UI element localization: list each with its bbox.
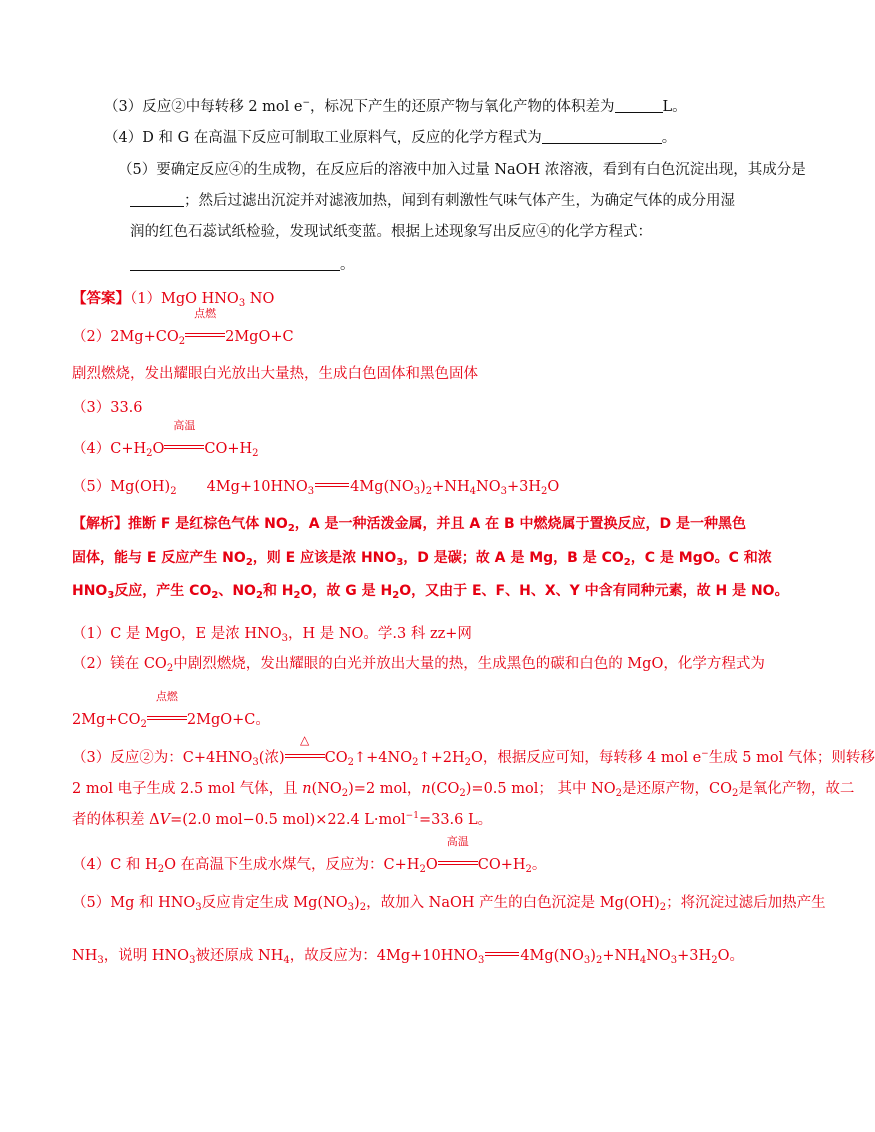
question-5-line-1: （5）要确定反应④的生成物，在反应后的溶液中加入过量 NaOH 浓溶液，看到有白色沉淀出现，其成分是: [118, 162, 806, 178]
answer-label: 【答案】: [72, 290, 130, 307]
analysis-line-2: 固体，能与 E 反应产生 $NO_2$，则 E 应该是浓 $HNO_3$，D 是碳；故 A 是 Mg，B 是 $CO_2$，C 是 MgO。C 和浓: [72, 550, 772, 568]
reaction-condition-high-temp: 高温: [438, 855, 478, 875]
answer-blank: [615, 98, 663, 113]
answer-blank: [130, 256, 340, 271]
answer-blank: [130, 192, 184, 207]
reaction-condition-high-temp: 高温: [164, 439, 204, 459]
analysis-label: 【解析】: [72, 516, 128, 532]
answer-line-5: $(5)Mg(OH)_2$ $4Mg+10HNO_3$ $4Mg(NO_3)_2+NH_4NO_3+3H_2O$: [72, 479, 560, 497]
answer-blank: [542, 129, 662, 144]
answer-line-3: （3）33.6: [72, 400, 143, 416]
equals-sign: [485, 952, 519, 956]
answer-line-4: $(4)C+H_2O$ 高温 $CO+H_2$: [72, 419, 259, 459]
analysis-sub-5-line-2: $NH_3$，说明 $HNO_3$被还原成 $NH_4$，故反应为：$4Mg+10HNO_3$ $4Mg(NO_3)_2+NH_4NO_3+3H_2O$。: [72, 948, 744, 966]
answer-line-2: $(2)2Mg+CO_2$ 点燃 2MgO+C: [72, 307, 294, 347]
question-5-line-4: 。: [130, 255, 355, 275]
question-5-line-2: ；然后过滤出沉淀并对滤液加热，闻到有刺激性气味气体产生，为确定气体的成分用湿: [130, 191, 735, 211]
analysis-line-3: $HNO_3$反应，产生 $CO_2$、$NO_2$和 $H_2O$，故 G 是 $H_2O$，又由于 E、F、H、X、Y 中含有同种元素，故 H 是 NO。: [72, 583, 789, 601]
analysis-sub-3-line-3: 者的体积差 ΔV=(2.0 mol−0.5 mol)×22.4 L·mol$^{-1}$=33.6 L。: [72, 811, 493, 828]
analysis-sub-5-line-1: （5）Mg 和 $HNO_3$反应肯定生成 $Mg(NO_3)_2$，故加入 NaOH 产生的白色沉淀是 $Mg(OH)_2$；将沉淀过滤后加热产生: [72, 895, 826, 913]
question-3: （3）反应②中每转移 2 mol e−，标况下产生的还原产物与氧化产物的体积差为 L。: [104, 98, 687, 115]
reaction-condition-ignite: 点燃: [147, 710, 187, 730]
analysis-line-1: 【解析】推断 F 是红棕色气体 $NO_2$，A 是一种活泼金属，并且 A 在 B 中燃烧属于置换反应，D 是一种黑色: [72, 516, 746, 534]
analysis-sub-3-line-2: 2 mol 电子生成 2.5 mol 气体，且 $n(NO_2)=2$ mol，$n(CO_2)=0.5$ mol； 其中 $NO_2$是还原产物，$CO_2$是氧化产物，故二: [72, 781, 855, 799]
analysis-sub-3-line-1: （3）反应②为：$C+4HNO_3$(浓) △ $CO_2↑+4NO_2↑+2H_2O$，根据反应可知，每转移 4 mol e−生成 5 mol 气体；则转移: [72, 733, 875, 768]
question-4: （4）D 和 G 在高温下反应可制取工业原料气，反应的化学方程式为 。: [104, 130, 677, 146]
question-5-line-3: 润的红色石蕊试纸检验，发现试纸变蓝。根据上述现象写出反应④的化学方程式：: [130, 224, 652, 240]
equals-sign: [315, 483, 349, 487]
analysis-sub-4: （4）C 和 $H_2O$ 在高温下生成水煤气，反应为：$C+H_2O$ 高温 $CO+H_2$。: [72, 835, 547, 875]
analysis-sub-1: （1）C 是 MgO，E 是浓 $HNO_3$，H 是 NO。学.3 科 zz+网: [72, 626, 472, 644]
answer-line-1: 【答案】（1）MgO $HNO_3$ NO: [72, 290, 275, 309]
reaction-condition-heat: △: [285, 748, 325, 768]
answer-line-2-desc: 剧烈燃烧，发出耀眼白光放出大量热，生成白色固体和黑色固体: [72, 366, 478, 382]
analysis-sub-2: （2）镁在 $CO_2$中剧烈燃烧，发出耀眼的白光并放出大量的热，生成黑色的碳和白色的 MgO，化学方程式为: [72, 656, 765, 674]
analysis-sub-2-equation: $2Mg+CO_2$ 点燃 2MgO+C。: [72, 690, 270, 730]
reaction-condition-ignite: 点燃: [185, 327, 225, 347]
